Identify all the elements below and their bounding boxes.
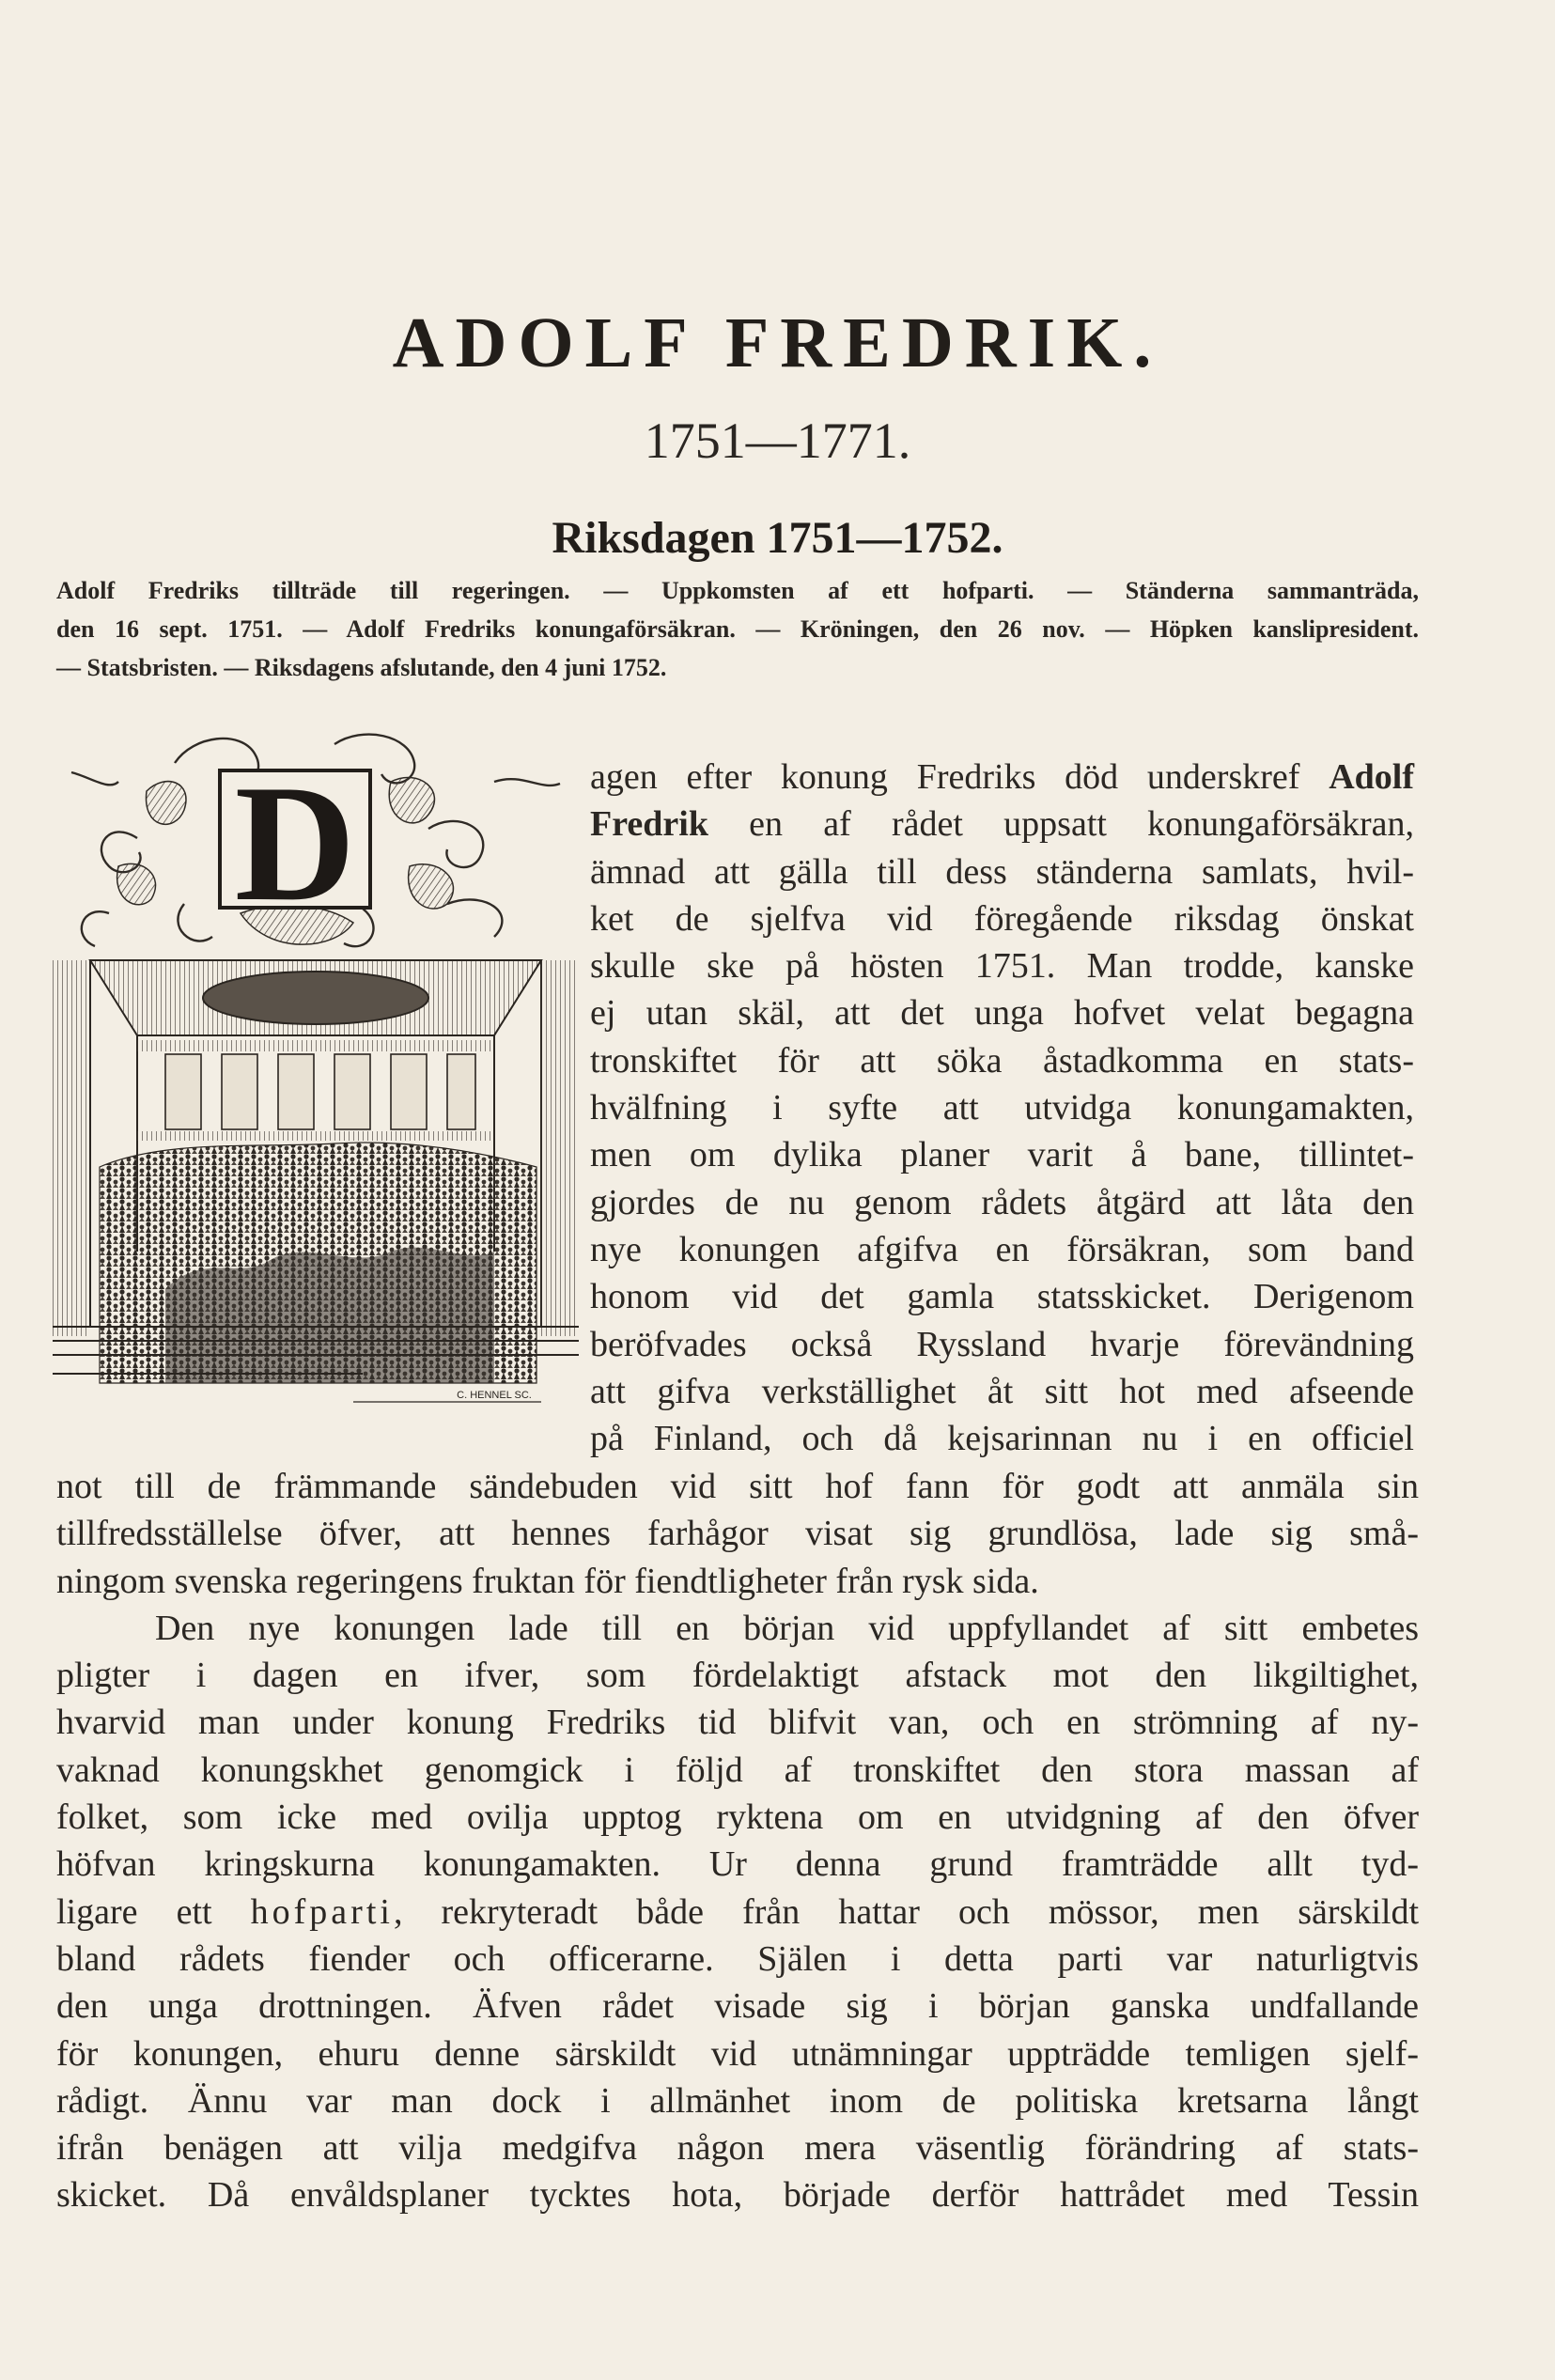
text-line: not till de främmande sändebuden vid sitt hof fann för godt att anmäla sin: [56, 1467, 1419, 1506]
section-heading: Riksdagen 1751—1752.: [552, 513, 1003, 563]
text-line: gjordes de nu genom rådets åtgärd att låta den: [590, 1182, 1414, 1222]
text-line: beröfvades också Ryssland hvarje förevändning: [590, 1324, 1414, 1364]
text-line: honom vid det gamla statsskicket. Derigenom: [590, 1277, 1414, 1317]
text-line: skulle ske på hösten 1751. Man trodde, kanske: [590, 946, 1414, 987]
paragraph-first-line: Den nye konungen lade till en början vid uppfyllandet af sitt embetes: [155, 1608, 1419, 1648]
text-line: ligare ett hofparti, rekryteradt både från hattar och mössor, men särskildt: [56, 1891, 1420, 1932]
text-line: höfvan kringskurna konungamakten. Ur denna grund framträdde allt tyd-: [56, 1844, 1419, 1885]
chapter-summary: [56, 571, 1419, 687]
chapter-title: ADOLF FREDRIK.: [392, 303, 1163, 382]
text-line: vaknad konungskhet genomgick i följd af tronskiftet den stora massan af: [56, 1750, 1419, 1790]
text-line: agen efter konung Fredriks död underskref Adolf: [590, 757, 1414, 797]
text-line: hvarvid man under konung Fredriks tid blifvit van, och en strömning af ny-: [56, 1703, 1419, 1743]
text-full-width: [56, 1463, 1419, 2219]
text-line: tillfredsställelse öfver, att hennes farhågor visat sig grundlösa, lade sig små-: [56, 1514, 1419, 1554]
text-line: att gifva verkställighet åt sitt hot med afseende: [590, 1371, 1414, 1411]
drop-cap-letter: D: [234, 750, 356, 936]
text-line: ej utan skäl, att det unga hofvet velat begagna: [590, 993, 1414, 1034]
text-line: ket de sjelfva vid föregående riksdag önskat: [590, 898, 1414, 939]
text-line: rådigt. Ännu var man dock i allmänhet inom de politiska kretsarna långt: [56, 2080, 1419, 2121]
text-line: Fredrik en af rådet uppsatt konungaförsäkran,: [590, 804, 1414, 845]
summary-line: Adolf Fredriks tillträde till regeringen. — Uppkomsten af ett hofparti. — Ständerna sammanträda,: [56, 577, 1419, 604]
text-line: ämnad att gälla till dess ständerna samlats, hvil-: [590, 851, 1414, 892]
text-line: pligter i dagen en ifver, som fördelaktigt afstack mot den likgiltighet,: [56, 1656, 1419, 1696]
text-line: hvälfning i syfte att utvidga konungamakten,: [590, 1088, 1414, 1128]
engraver-signature: C. HENNEL SC.: [457, 1390, 532, 1401]
text-line: den unga drottningen. Äfven rådet visade sig i början ganska undfallande: [56, 1986, 1419, 2027]
spaced-term: hofparti: [250, 1891, 394, 1932]
reign-years: 1751—1771.: [644, 412, 911, 469]
summary-line: — Statsbristen. — Riksdagens afslutande, den 4 juni 1752.: [56, 654, 667, 681]
text-line: bland rådets fiender och officerarne. Själen i detta parti var naturligtvis: [56, 1938, 1419, 1979]
text-line: ningom svenska regeringens fruktan för fiendtligheter från rysk sida.: [56, 1561, 1039, 1601]
text-line: på Finland, och då kejsarinnan nu i en officiel: [590, 1419, 1414, 1459]
text-line: men om dylika planer varit å bane, tillintet-: [590, 1135, 1414, 1175]
text-line: tronskiftet för att söka åstadkomma en stats-: [590, 1040, 1414, 1081]
text-line: skicket. Då envåldsplaner tycktes hota, började derför hattrådet med Tessin: [56, 2175, 1419, 2216]
drop-cap-illustration: [53, 725, 579, 1417]
text-line: ifrån benägen att vilja medgifva någon mera väsentlig förändring af stats-: [56, 2128, 1419, 2169]
text-line: för konungen, ehuru denne särskildt vid utnämningar uppträdde temligen sjelf-: [56, 2033, 1419, 2074]
text-line: nye konungen afgifva en försäkran, som band: [590, 1229, 1414, 1269]
text-column-beside-illustration: [590, 754, 1414, 1462]
summary-line: den 16 sept. 1751. — Adolf Fredriks konungaförsäkran. — Kröningen, den 26 nov. — Höpken kanslipresident.: [56, 615, 1419, 643]
text-line: folket, som icke med ovilja upptog ryktena om en utvidgning af den öfver: [56, 1797, 1419, 1838]
